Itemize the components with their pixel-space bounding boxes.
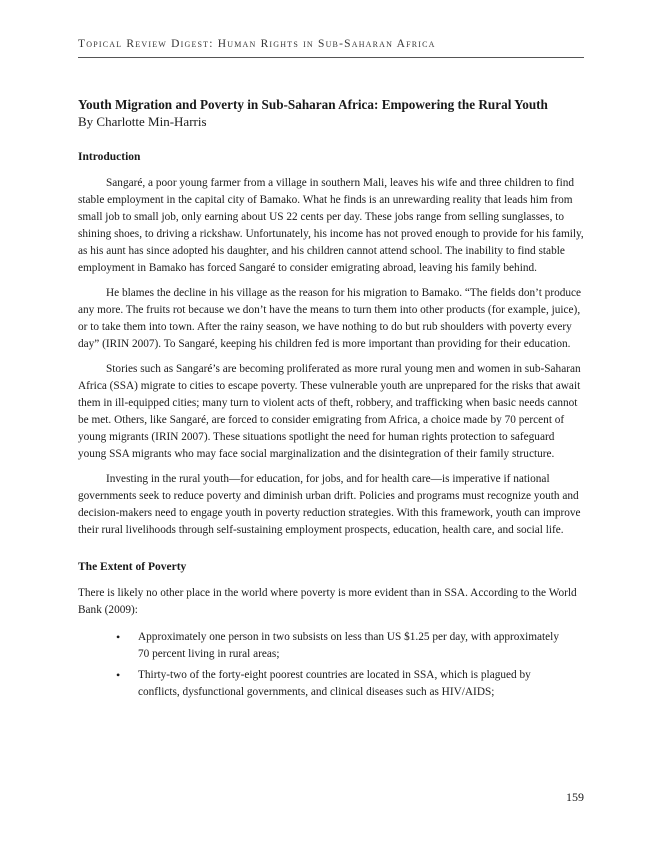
list-item [78,667,584,701]
bullet-dot-icon: • [116,630,121,644]
list-item-text: Approximately one person in two subsists on less than US $1.25 per day, with approximately 70 percent living in rural areas; [138,631,559,660]
page-number: 159 [566,790,584,804]
header-divider [78,57,584,58]
section-heading-introduction: Introduction [78,151,141,163]
section-heading-extent-of-poverty: The Extent of Poverty [78,561,187,573]
intro-paragraph: Sangaré, a poor young farmer from a village in southern Mali, leaves his wife and three children to find stable employment in the capital city of Bamako. What he finds is an unrewarding reality that leads him from small job to small job, only earning about US 22 cents per day. These jobs range from selling sunglasses, to shining shoes, to driving a rickshaw. Unfortunately, his income has not proved enough to provide for his family, as his aunt has since adopted his daughter, and his children cannot attend school. The inability to find stable employment in Bamako has forced Sangaré to consider emigrating abroad, leaving his family behind. [78,177,584,274]
intro-paragraph: Investing in the rural youth—for education, for jobs, and for health care—is imperative if national governments seek to reduce poverty and diminish urban drift. Policies and programs must recognize youth and decision-makers need to engage youth in poverty reduction strategies. With this framework, youth can improve their rural livelihoods through self-sustaining employment prospects, education, health care, and social life. [78,473,581,536]
poverty-intro-paragraph: There is likely no other place in the world where poverty is more evident than in SSA. According to the World Bank (2009): [78,587,577,616]
list-item [78,629,584,663]
intro-paragraph: Stories such as Sangaré’s are becoming proliferated as more rural young men and women in sub-Saharan Africa (SSA) migrate to cities to escape poverty. These vulnerable youth are unprepared for the risks that await them in ill-equipped cities; many turn to violent acts of theft, robbery, and trafficking when basic needs cannot be met. Others, like Sangaré, are forced to consider emigrating from Africa, a choice made by 70 percent of young migrants (IRIN 2007). These situations spotlight the need for human rights protection to safeguard young SSA migrants who may face social marginalization and the disintegration of their family structure. [78,363,581,460]
article-body [78,96,584,705]
article-title: Youth Migration and Poverty in Sub-Saharan Africa: Empowering the Rural Youth [78,97,548,112]
bullet-dot-icon: • [116,668,121,682]
poverty-bullet-list [78,629,584,701]
list-item-text: Thirty-two of the forty-eight poorest countries are located in SSA, which is plagued by conflicts, dysfunctional governments, and clinical diseases such as HIV/AIDS; [138,669,531,698]
intro-paragraph: He blames the decline in his village as the reason for his migration to Bamako. “The fields don’t produce any more. The fruits rot because we don’t have the means to turn them into other products (for example, juice), or to take them into town. After the rainy season, we have nothing to do but rub shoulders with poverty every day” (IRIN 2007). To Sangaré, keeping his children fed is more important than providing for their education. [78,287,582,350]
running-header: Topical Review Digest: Human Rights in Sub-Saharan Africa [78,38,436,50]
section-spacer [78,547,584,559]
article-byline: By Charlotte Min-Harris [78,114,207,129]
